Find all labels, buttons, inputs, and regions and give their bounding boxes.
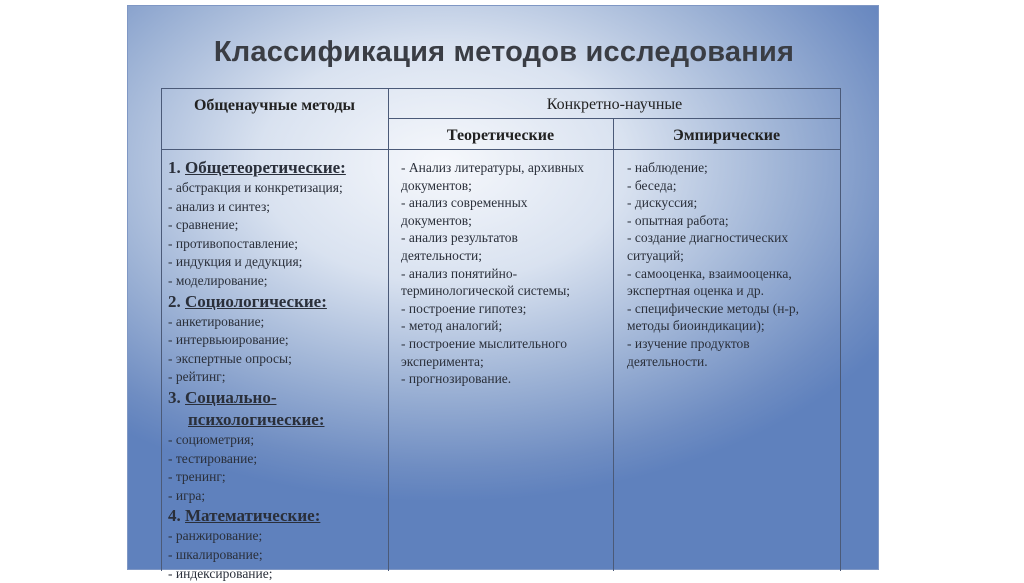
list-item: - прогнозирование. <box>401 370 611 388</box>
list-item: - изучение продуктов <box>627 335 839 353</box>
section-heading: Социально- <box>185 388 277 407</box>
list-item: - индукция и дедукция; <box>168 253 386 272</box>
list-item: - создание диагностических <box>627 229 839 247</box>
section-number: 4. <box>168 506 181 525</box>
list-mathematical <box>168 527 386 583</box>
list-item: - анализ и синтез; <box>168 198 386 217</box>
list-item: - Анализ литературы, архивных <box>401 159 611 177</box>
header-theoretical: Теоретические <box>388 127 613 145</box>
general-methods-cell <box>168 157 386 583</box>
list-item: деятельности. <box>627 353 839 371</box>
list-item: - анкетирование; <box>168 313 386 332</box>
header-general-methods: Общенаучные методы <box>161 97 388 115</box>
section-heading: Общетеоретические: <box>185 158 346 177</box>
list-item: - анализ понятийно- <box>401 265 611 283</box>
list-socio-psychological <box>168 431 386 505</box>
table-divider-col1 <box>388 88 389 571</box>
section-number: 3. <box>168 388 181 407</box>
table-divider-header <box>161 149 841 150</box>
section-general-theoretical <box>168 157 386 179</box>
section-socio-psychological <box>168 387 386 409</box>
list-item: документов; <box>401 177 611 195</box>
list-item: - построение гипотез; <box>401 300 611 318</box>
list-item: - интервьюирование; <box>168 331 386 350</box>
section-number: 1. <box>168 158 181 177</box>
list-item: - опытная работа; <box>627 212 839 230</box>
list-item: - рейтинг; <box>168 368 386 387</box>
list-item: - специфические методы (н-р, <box>627 300 839 318</box>
list-item: - дискуссия; <box>627 194 839 212</box>
list-item: экспертная оценка и др. <box>627 282 839 300</box>
list-sociological <box>168 313 386 387</box>
list-item: - игра; <box>168 487 386 506</box>
empirical-methods-cell <box>627 159 839 370</box>
list-item: - сравнение; <box>168 216 386 235</box>
slide-title: Классификация методов исследования <box>128 36 880 69</box>
table-border-left <box>161 88 162 571</box>
list-item: методы биоиндикации); <box>627 317 839 335</box>
list-item: терминологической системы; <box>401 282 611 300</box>
table-border-right <box>840 88 841 571</box>
list-item: - экспертные опросы; <box>168 350 386 369</box>
header-empirical: Эмпирические <box>613 127 840 145</box>
list-item: - наблюдение; <box>627 159 839 177</box>
list-item: - шкалирование; <box>168 546 386 565</box>
section-mathematical <box>168 505 386 527</box>
list-item: - абстракция и конкретизация; <box>168 179 386 198</box>
section-socio-psychological-cont <box>168 409 386 431</box>
list-item: - тестирование; <box>168 450 386 469</box>
section-sociological <box>168 291 386 313</box>
list-item: - построение мыслительного <box>401 335 611 353</box>
list-item: - анализ результатов <box>401 229 611 247</box>
table-border-top <box>161 88 841 89</box>
list-item: документов; <box>401 212 611 230</box>
list-item: - беседа; <box>627 177 839 195</box>
list-item: эксперимента; <box>401 353 611 371</box>
list-item: - анализ современных <box>401 194 611 212</box>
list-item: - моделирование; <box>168 272 386 291</box>
list-item: ситуаций; <box>627 247 839 265</box>
theoretical-methods-cell <box>401 159 611 388</box>
list-item: деятельности; <box>401 247 611 265</box>
list-item: - ранжирование; <box>168 527 386 546</box>
list-item: - самооценка, взаимооценка, <box>627 265 839 283</box>
section-heading: Математические: <box>185 506 320 525</box>
list-item: - индексирование; <box>168 565 386 583</box>
header-specific-methods: Конкретно-научные <box>388 96 841 114</box>
methods-table <box>161 88 841 571</box>
section-heading: Социологические: <box>185 292 327 311</box>
slide <box>127 5 879 570</box>
list-general-theoretical <box>168 179 386 291</box>
list-item: - тренинг; <box>168 468 386 487</box>
section-heading: психологические: <box>188 410 325 429</box>
section-number: 2. <box>168 292 181 311</box>
list-item: - метод аналогий; <box>401 317 611 335</box>
list-item: - социометрия; <box>168 431 386 450</box>
table-divider-subheader <box>388 118 841 119</box>
list-item: - противопоставление; <box>168 235 386 254</box>
table-divider-col2 <box>613 118 614 571</box>
